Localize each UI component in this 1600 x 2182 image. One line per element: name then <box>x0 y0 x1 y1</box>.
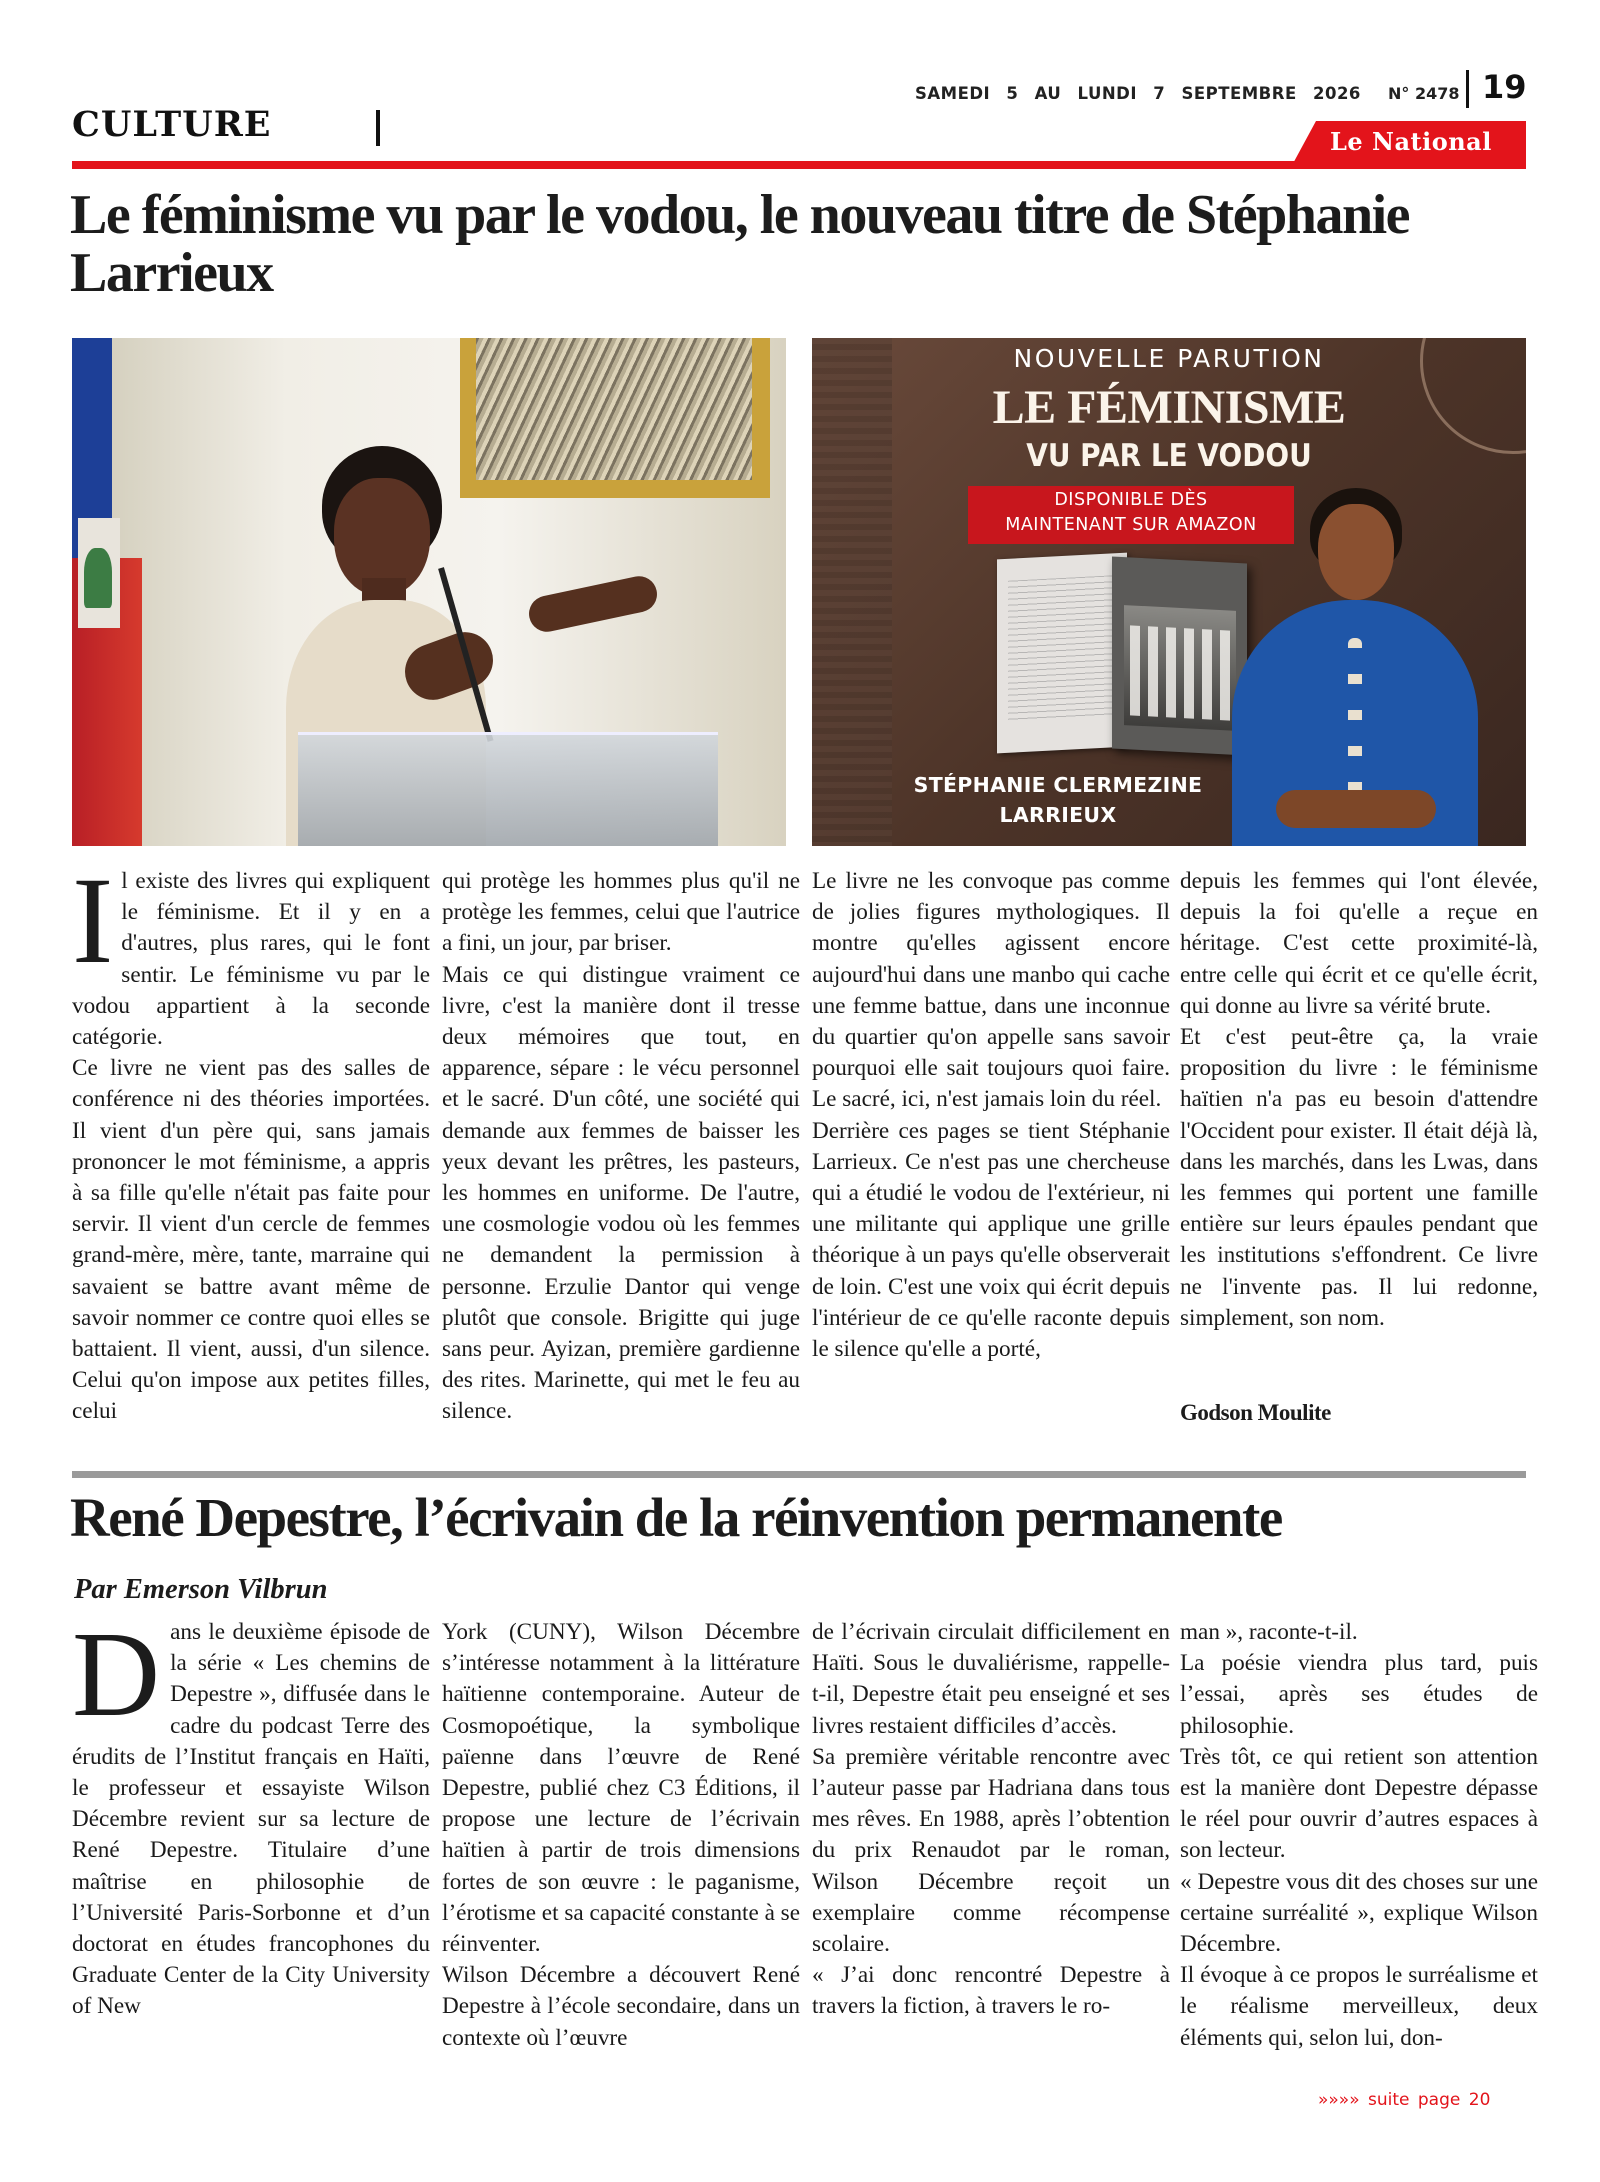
promo-author-name-line-1: STÉPHANIE CLERMEZINE <box>913 773 1203 797</box>
photo-author-speaking <box>72 338 786 846</box>
brand-name: Le National <box>1330 127 1492 156</box>
promo-availability-line-1: DISPONIBLE DÈS <box>1054 490 1208 510</box>
photo-book-promo <box>812 338 1526 846</box>
article1-column-2 <box>442 866 800 1428</box>
article2-headline: René Depestre, l’écrivain de la réinvention permanente <box>70 1487 1282 1548</box>
paragraph: « Depestre vous dit des choses sur une certaine surréalité », explique Wilson Décembre. <box>1180 1868 1538 1958</box>
paragraph: man », raconte-t-il. <box>1180 1619 1358 1645</box>
article2-column-2 <box>442 1617 800 2054</box>
paragraph: l existe des livres qui expliquent le féminisme. Et il y en a d'autres, plus rares, qui le font sentir. Le féminisme vu par le vodou appartient à la seconde catégorie. <box>72 868 430 1051</box>
article1-headline: Le féminisme vu par le vodou, le nouveau titre de Stéphanie Larrieux <box>70 184 1410 304</box>
flag-emblem <box>84 548 112 608</box>
paragraph: Ce livre ne vient pas des salles de conférence ni des théories importées. Il vient d'un père qui, sans jamais prononcer le mot féminisme, a appris à sa fille qu'elle n'était pas faite pour servir. Il vient d'un cercle de femmes grand-mère, mère, tante, marraine qui savaient se battre avant même de savoir nommer ce contre quoi elles se battaient. Il vient, aussi, d'un silence. Celui qu'on impose aux petites filles, celui <box>72 1055 430 1425</box>
article1-dropcap: I <box>72 852 114 989</box>
paragraph: Et c'est peut-être ça, la vraie proposition du livre : le féminisme haïtien n'a pas eu besoin d'attendre l'Occident pour exister. Il était déjà là, dans les marchés, dans les Lwas, dans les femmes qui portent une famille entière sur leurs épaules pendant que les institutions s'effondrent. Ce livre ne l'invente pas. Il lui redonne, simplement, son nom. <box>1180 1024 1538 1331</box>
article2-column-3 <box>812 1617 1170 2023</box>
promo-kicker: NOUVELLE PARUTION <box>1013 344 1325 373</box>
issue-number: N° 2478 <box>1388 84 1460 103</box>
painting-canvas <box>476 338 752 480</box>
paragraph: Le livre ne les convoque pas comme de jolies figures mythologiques. Il montre qu'elles agissent encore aujourd'hui dans une manbo qui cache une femme battue, dans une inconnue du quartier qu'on appelle sans savoir pourquoi elle sait toujours quoi faire. Le sacré, ici, n'est jamais loin du réel. <box>812 868 1170 1113</box>
speaker-gesture-arm <box>526 573 661 635</box>
paragraph: Très tôt, ce qui retient son attention est la manière dont Depestre dépasse le réel pour ouvrir d’autres espaces à son lecteur. <box>1180 1743 1538 1864</box>
author-portrait-hands <box>1276 790 1436 828</box>
header-red-rule <box>72 161 1526 169</box>
promo-author-name <box>872 770 1244 830</box>
article-separator <box>72 1471 1526 1478</box>
paragraph: Sa première véritable rencontre avec l’auteur passe par Hadriana dans tous mes rêves. En 1988, après l’obtention du prix Renaudot par le roman, Wilson Décembre reçoit un exemplaire comme récompense scolaire. <box>812 1743 1170 1958</box>
paragraph: York (CUNY), Wilson Décembre s’intéresse notamment à la littérature haïtienne contemporaine. Auteur de Cosmopoétique, la symbolique païenne dans l’œuvre de René Depestre, publié chez C3 Éditions, il propose une lecture de l’écrivain haïtien à partir de trois dimensions fortes de son œuvre : le paganisme, l’érotisme et sa capacité constante à se réinventer. <box>442 1619 800 1958</box>
article2-dropcap: D <box>72 1607 161 1742</box>
article1-signature: Godson Moulite <box>1180 1400 1331 1425</box>
paragraph: qui protège les hommes plus qu'il ne protège les femmes, celui que l'autrice a fini, un jour, par briser. <box>442 868 800 957</box>
article2-byline: Par Emerson Vilbrun <box>74 1574 328 1605</box>
article2-column-4 <box>1180 1617 1538 2054</box>
paragraph: Il évoque à ce propos le surréalisme et le réalisme merveilleux, deux éléments qui, selon lui, don- <box>1180 1962 1538 2051</box>
page-number: 19 <box>1482 68 1527 106</box>
paragraph: de l’écrivain circulait difficilement en Haïti. Sous le duvaliérisme, rappelle-t-il, Depestre était peu enseigné et ses livres restaient difficiles d’accès. <box>812 1619 1170 1739</box>
paragraph: Wilson Décembre a découvert René Depestre à l’école secondaire, dans un contexte où l’œuvre <box>442 1962 800 2051</box>
paragraph: Derrière ces pages se tient Stéphanie Larrieux. Ce n'est pas une chercheuse qui a étudié le vodou de l'extérieur, ni une militante qui applique une grille théorique à un pays qu'elle observerait de loin. C'est une voix qui écrit depuis l'intérieur de ce qu'elle raconte depuis le silence qu'elle a porté, <box>812 1117 1170 1363</box>
paragraph: ans le deuxième épisode de la série « Les chemins de Depestre », diffusée dans le cadre du podcast Terre des érudits de l’Institut français en Haïti, le professeur et essayiste Wilson Décembre revient sur sa lecture de René Depestre. Titulaire d’une maîtrise en philosophie de l’Université Paris-Sorbonne et d’un doctorat en études francophones du Graduate Center de la City University of New <box>72 1619 430 2020</box>
article1-column-4 <box>1180 866 1538 1334</box>
section-divider <box>376 110 380 146</box>
paragraph: « J’ai donc rencontré Depestre à travers la fiction, à travers le ro- <box>812 1962 1170 2020</box>
author-portrait-face <box>1318 504 1394 600</box>
paragraph: Mais ce qui distingue vraiment ce livre, c'est la manière dont il tresse deux mémoires que tout, en apparence, sépare : le vécu personnel et le sacré. D'un côté, une société qui demande aux femmes de baisser les yeux devant les prêtres, les pasteurs, les hommes en uniforme. De l'autre, une cosmologie vodou où les femmes ne demandent la permission à personne. Erzulie Dantor qui venge plutôt que console. Brigitte qui juge sans peur. Ayizan, première gardienne des rites. Marinette, qui met le feu au silence. <box>442 961 800 1425</box>
promo-availability-line-2: MAINTENANT SUR AMAZON <box>1005 515 1257 535</box>
article2-column-1 <box>72 1607 430 2023</box>
article1-column-1 <box>72 852 430 1428</box>
article1-column-3 <box>812 866 1170 1365</box>
paragraph: depuis les femmes qui l'ont élevée, depuis la foi qu'elle a reçue en héritage. C'est cette proximité-là, entre celle qui écrit et ce qu'elle écrit, qui donne au livre sa vérité brute. <box>1180 868 1538 1019</box>
paragraph: La poésie viendra plus tard, puis l’essai, après ses études de philosophie. <box>1180 1650 1538 1739</box>
dateline: SAMEDI 5 AU LUNDI 7 SEPTEMBRE 2026 <box>915 84 1361 103</box>
issue-divider <box>1466 70 1469 108</box>
promo-subtitle: VU PAR LE VODOU <box>1026 438 1312 474</box>
section-label: CULTURE <box>72 104 272 145</box>
promo-author-name-line-2: LARRIEUX <box>999 803 1117 827</box>
promo-availability-text <box>968 488 1294 538</box>
podium <box>298 732 718 846</box>
book-back-text <box>1008 575 1114 721</box>
promo-title: LE FÉMINISME <box>992 381 1346 434</box>
continuation-link[interactable]: »»»» suite page 20 <box>1318 2090 1491 2110</box>
book-cover-figures <box>1130 625 1230 720</box>
